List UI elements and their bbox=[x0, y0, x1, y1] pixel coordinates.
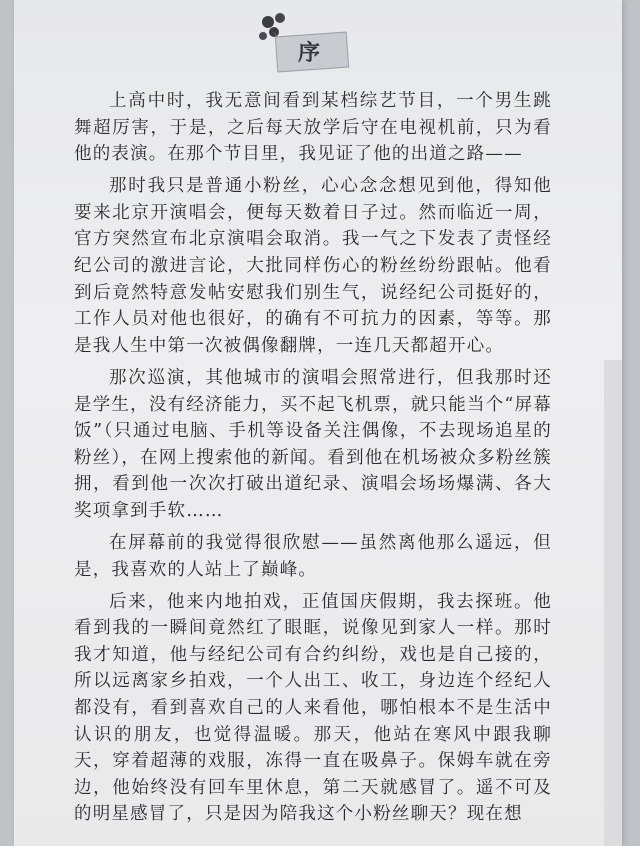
next-page-edge bbox=[604, 360, 622, 846]
paragraph: 那次巡演，其他城市的演唱会照常进行，但我那时还是学生，没有经济能力，买不起飞机票，就只能当个“屏幕饭”（只通过电脑、手机等设备关注偶像，不去现场追星的粉丝），在网上搜索他的新闻。看到他在机场被众多粉丝簇拥，看到他一次次打破出道纪录、演唱会场场爆满、各大奖项拿到手软…… bbox=[74, 367, 552, 521]
chapter-title: 序 bbox=[298, 40, 323, 66]
paragraph: 在屏幕前的我觉得很欣慰——虽然离他那么遥远，但是，我喜欢的人站上了巅峰。 bbox=[74, 533, 552, 580]
paragraph: 后来，他来内地拍戏，正值国庆假期，我去探班。他看到我的一瞬间竟然红了眼眶，说像见到家人一样。那时我才知道，他与经纪公司有合约纠纷，戏也是自己接的，所以远离家乡拍戏，一个人出工、收工，身边连个经纪人都没有，看到喜欢自己的人来看他，哪怕根本不是生活中认识的朋友，也觉得温暖。那天，他站在寒风中跟我聊天，穿着超薄的戏服，冻得一直在吸鼻子。保姆车就在旁边，他始终没有回车里休息，第二天就感冒了。遥不可及的明星感冒了，只是因为陪我这个小粉丝聊天？现在想 bbox=[74, 591, 552, 825]
body-text bbox=[74, 88, 552, 834]
paragraph: 那时我只是普通小粉丝，心心念念想见到他，得知他要来北京开演唱会，便每天数着日子过。然而临近一周，官方突然宣布北京演唱会取消。我一气之下发表了责怪经纪公司的激进言论，大批同样伤心的粉丝纷纷跟帖。他看到后竟然特意发帖安慰我们别生气，说经纪公司挺好的，工作人员对他也很好，的确有不可抗力的因素，等等。那是我人生中第一次被偶像翻牌，一连几天都超开心。 bbox=[74, 176, 552, 356]
chapter-header bbox=[250, 10, 360, 72]
paragraph: 上高中时，我无意间看到某档综艺节目，一个男生跳舞超厉害，于是，之后每天放学后守在电视机前，只为看他的表演。在那个节目里，我见证了他的出道之路—— bbox=[74, 91, 552, 165]
book-page bbox=[14, 0, 622, 846]
